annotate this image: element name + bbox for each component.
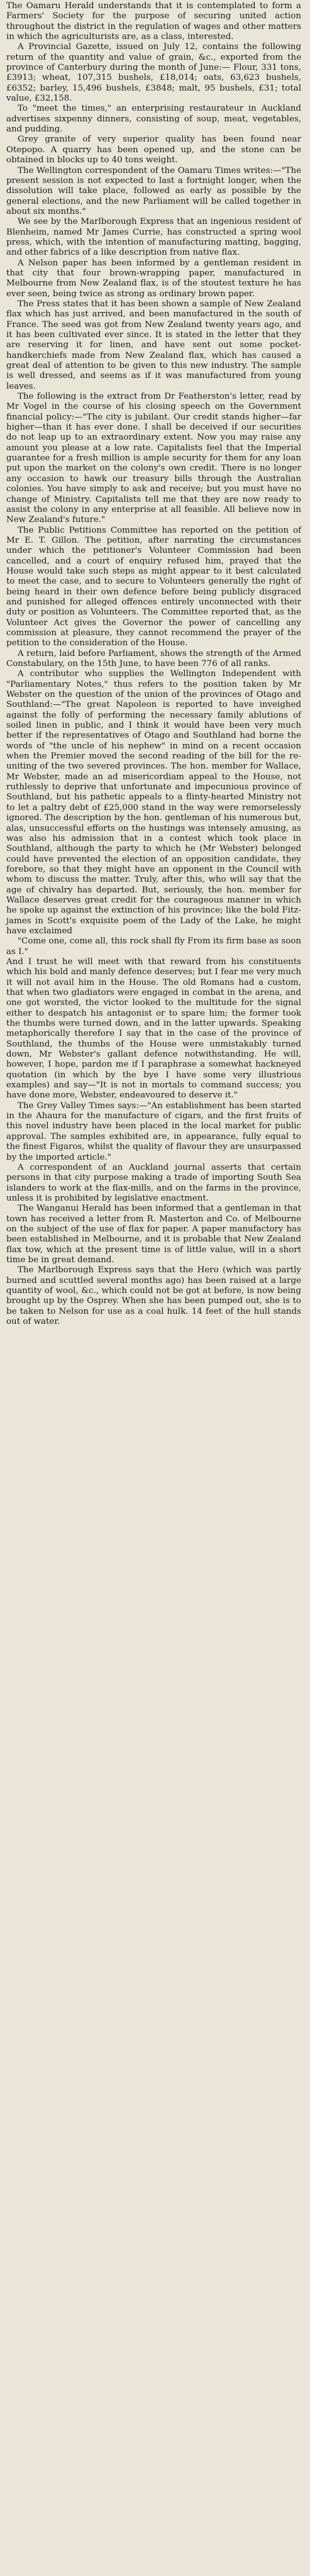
news-paragraph: The Oamaru Herald understands that it is contemplated to form a Farmers' Society for the purpose of securing united action throughout the district in the regulation of wages and other matters in which the agriculturists are, as a class, interested. <box>6 1 301 42</box>
verse-quotation: "Come one, come all, this rock shall fly From its firm base as soon as I." <box>6 936 301 957</box>
news-paragraph: The Grey Valley Times says:—"An establishment has been started in the Ahaura for the manufacture of cigars, and the first fruits of this novel industry have been placed in the local market for public approval. The samples exhibited are, in appearance, fully equal to the finest Figaros, whilst the quality of flavour they are unsurpassed by the imported article." <box>6 1101 301 1162</box>
news-paragraph: A correspondent of an Auckland journal asserts that certain persons in that city purpose making a trade of importing South Sea islanders to work at the flax-mills, and on the farms in the province, unless it is prohibited by legislative enactment. <box>6 1162 301 1203</box>
news-paragraph: To "meet the times," an enterprising restaurateur in Auckland advertises sixpenny dinners, consisting of soup, meat, vegetables, and pudding. <box>6 104 301 135</box>
news-paragraph: The following is the extract from Dr Featherston's letter, read by Mr Vogel in the course of his closing speech on the Government financial policy:—"The city is jubilant. Our credit stands higher—far higher—than it has ever done. I shall be deceived if our securities do not leap up to an extraordinary extent. Now you may raise any amount you please at a low rate. Capitalists feel that the Imperial guarantee for a fresh million is ample security for them for any loan put upon the market on the colony's own credit. There is no longer any occasion to hawk our treasury bills through the Australian colonies. You have simply to ask and receive; but you must have no change of Ministry. Capitalists tell me that they are now ready to assist the colony in any enterprise at all feasible. All believe now in New Zealand's future." <box>6 392 301 525</box>
news-paragraph: We see by the Marlborough Express that an ingenious resident of Blenheim, named Mr James Currie, has constructed a spring wool press, which, with the intention of manufacturing matting, bagging, and other fabrics of a like description from native flax. <box>6 217 301 258</box>
news-paragraph: The Wellington correspondent of the Oamaru Times writes:—"The present session is not expected to last a fortnight longer, when the dissolution will take place, followed as early as possible by the general elections, and the new Parliament will be called together in about six months." <box>6 165 301 216</box>
news-paragraph: The Public Petitions Committee has reported on the petition of Mr E. T. Gillon. The petition, after narrating the circumstances under which the petitioner's Volunteer Commission had been cancelled, and a court of enquiry refused him, prayed that the House would take such steps as might appear to it best calculated to meet the case, and to secure to Volunteers generally the right of being heard in their own defence before being publicly disgraced and punished for alleged offences entirely unconnected with their duty or position as Volunteers. The Committee reported that, as the Volunteer Act gives the Governor the power of cancelling any commission at pleasure, they cannot recommend the prayer of the petition to the consideration of the House. <box>6 525 301 648</box>
news-paragraph: A Provincial Gazette, issued on July 12, contains the following return of the quantity and value of grain, &c., exported from the province of Canterbury during the month of June:— Flour, 331 tons, £3913; wheat, 107,315 bushels, £18,014; oats, 63,623 bushels, £6352; barley, 15,496 bushels, £3848; malt, 95 bushels, £31; total value, £32,158. <box>6 42 301 104</box>
news-paragraph: A Nelson paper has been informed by a gentleman resident in that city that four brown-wrapping paper, manufactured in Melbourne from New Zealand flax, is of the stoutest texture he has ever seen, being twice as strong as ordinary brown paper. <box>6 258 301 299</box>
news-paragraph: The Wanganui Herald has been informed that a gentleman in that town has received a letter from R. Masterton and Co. of Melbourne on the subject of the use of flax for paper. A paper manufactory has been established in Melbourne, and it is probable that New Zealand flax tow, which at the present time is of little value, will in a short time be in great demand. <box>6 1204 301 1265</box>
news-paragraph: The Press states that it has been shown a sample of New Zealand flax which has just arrived, and been manufactured in the south of France. The seed was got from New Zealand twenty years ago, and it has been cultivated ever since. It is stated in the letter that they are reserving it for linen, and have sent out some pocket-handkerchiefs made from New Zealand flax, which has caused a great deal of attention to be given to this new industry. The sample is well dressed, and seems as if it was manufactured from young leaves. <box>6 299 301 391</box>
news-paragraph: The Marlborough Express says that the Hero (which was partly burned and scuttled several months ago) has been raised at a large quantity of wool, &c., which could not be got at before, is now being brought up by the Osprey. When she has been pumped out, she is to be taken to Nelson for use as a coal hulk. 14 feet of the hull stands out of water. <box>6 1265 301 1326</box>
news-paragraph: And I trust he will meet with that reward from his constituents which his bold and manly defence deserves; but I fear me very much it will not avail him in the House. The old Romans had a custom, that when two gladiators were engaged in combat in the arena, and one got worsted, the victor looked to the multitude for the signal either to despatch his antagonist or to spare him; the former took the thumbs were turned down, and in the latter upwards. Speaking metaphorically therefore I say that in the case of the province of Southland, the thumbs of the House were unmistakably turned down, Mr Webster's gallant defence notwithstanding. He will, however, I hope, pardon me if I paraphrase a somewhat hackneyed quotation (in which by the bye I have some very illustrious examples) and say—"It is not in mortals to command success; you have done more, Webster, endeavoured to deserve it." <box>6 957 301 1101</box>
news-paragraph: A contributor who supplies the Wellington Independent with "Parliamentary Notes," thus refers to the position taken by Mr Webster on the question of the union of the provinces of Otago and Southland:—"The great Napoleon is reported to have inveighed against the folly of performing the necessary family ablutions of soiled linen in public, and I think it would have been very much better if the representatives of Otago and Southland had borne the words of "the uncle of his nephew" in mind on a recent occasion when the Premier moved the second reading of the bill for the re-uniting of the two severed provinces. The hon. member for Wallace, Mr Webster, made an ad misericordiam appeal to the House, not ruthlessly to deprive that unfortunate and impecunious province of Southland, but his pathetic appeals to a flinty-hearted Ministry not to let a paltry debt of £25,000 stand in the way were remorselessly ignored. The description by the hon. gentleman of his numerous but, alas, unsuccessful efforts on the hustings was intensely amusing, as was also his admission that in a contest which took place in Southland, although the party to which he (Mr Webster) belonged could have prevented the election of an opposition candidate, they forebore, so that they might have an opponent in the Council with whom to discuss the matter. Truly, after this, who will say that the age of chivalry has departed. But, seriously, the hon. member for Wallace deserves great credit for the courageous manner in which he spoke up against the extinction of his province; like the bold Fitz-james in Scott's exquisite poem of the Lady of the Lake, he might have exclaimed <box>6 669 301 936</box>
news-paragraph: A return, laid before Parliament, shows the strength of the Armed Constabulary, on the 15th June, to have been 776 of all ranks. <box>6 648 301 669</box>
news-paragraph: Grey granite of very superior quality has been found near Otepopo. A quarry has been opened up, and the stone can be obtained in blocks up to 40 tons weight. <box>6 135 301 165</box>
